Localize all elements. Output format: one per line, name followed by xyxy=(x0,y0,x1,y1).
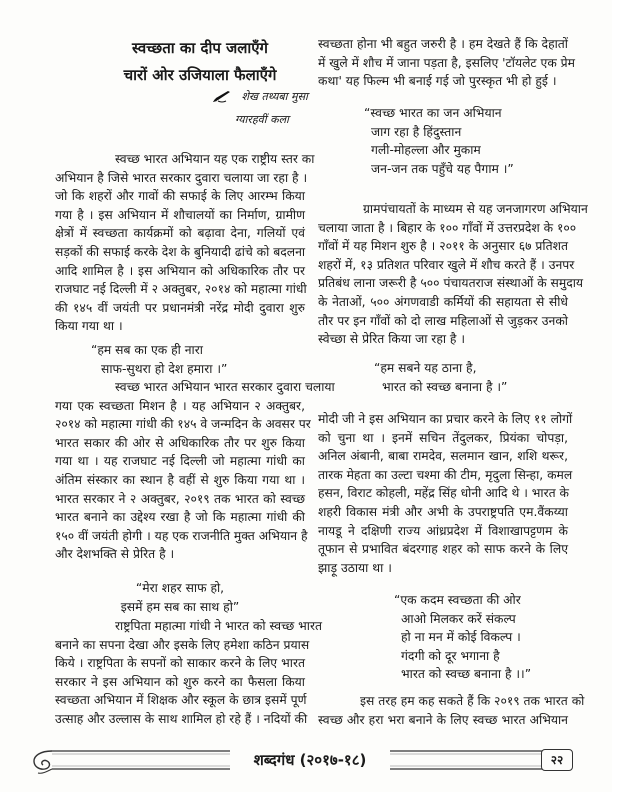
paragraph xyxy=(55,378,335,564)
paragraph-line: भारत सरकार ने २ अक्तुबर, २०१९ तक भारत को स्वच्छ xyxy=(55,491,305,506)
paragraph-line: उत्साह और उल्लास के साथ शामिल हो रहे हैं । नदियों की xyxy=(55,711,308,726)
paragraph-line: मोदी जी ने इस अभियान का प्रचार करने के लिए ११ लोगों xyxy=(318,412,573,426)
paragraph-line: २०१४ को महात्मा गांधी की १४५ वे जन्मदिन के अवसर पर xyxy=(55,417,311,432)
verse xyxy=(318,359,624,396)
paragraph-line: स्वच्छता अभियान में शिक्षक और स्कूल के छात्र इसमें पूर्ण xyxy=(55,693,307,708)
verse xyxy=(318,591,644,684)
verse xyxy=(55,341,341,378)
author-byline xyxy=(212,89,308,107)
author-name: शेख तथ्यबा मुसा xyxy=(241,90,308,103)
paragraph-line: झाड़ू उठाया था । xyxy=(318,560,392,575)
verse-line: आओ मिलकर करें संकल्प xyxy=(401,611,516,626)
magazine-name: शब्दगंध (२०१७-१८) xyxy=(230,749,390,771)
verse-line: भारत को स्वच्छ बनाना है ।।” xyxy=(401,667,532,682)
article-title-line-1: स्वच्छता का दीप जलाएँगे xyxy=(131,39,268,57)
paragraph-line: शहरी विकास मंत्री और अभी के उपराष्ट्रपति एम.वैंकय्या xyxy=(318,504,568,519)
paragraph-line: गया एक स्वच्छता मिशन है । यह अभियान २ अक्तुबर, xyxy=(55,398,305,413)
paragraph-line: इस तरह हम कह सकते हैं कि २०१९ तक भारत को xyxy=(360,694,585,708)
paragraph-line: और देशभक्ति से प्रेरित है । xyxy=(55,547,175,562)
paragraph xyxy=(55,150,315,336)
paragraph xyxy=(55,617,322,729)
paragraph-line: गाँवों में यह मिशन शुरु है । २०११ के अनुसार ६७ प्रतिशत xyxy=(318,239,568,254)
paragraph-line: अभियान है जिसे भारत सरकार दुवारा चलाया जा रहा है । xyxy=(55,170,308,185)
paragraph-line: जो कि शहरों और गावों की सफाई के लिए आरम्भ किया xyxy=(55,189,305,204)
verse-line: गली-मोहल्ला और मुकाम xyxy=(371,143,481,158)
paragraph-line: गया है । इस अभियान में शौचालयों का निर्माण, ग्रामीण xyxy=(55,207,305,222)
paragraph-line: स्वच्छता होना भी बहुत जरुरी है । हम देखते हैं कि देहातों xyxy=(318,37,568,51)
page-number: २२ xyxy=(541,749,573,771)
verse-line: “एक कदम स्वच्छता की ओर xyxy=(394,593,521,607)
paragraph-line: तौर पर इन गाँवों को दो लाख महिलाओं से जुड़कर उनको xyxy=(318,313,568,328)
paragraph-line: अनिल अंबानी, बाबा रामदेव, सलमान खान, शशि थरूर, xyxy=(318,449,568,464)
paragraph-line: गया था । यह राजघाट नई दिल्ली जो महात्मा गांधी का xyxy=(55,454,305,469)
paragraph-line: स्वच्छ भारत अभियान यह एक राष्ट्रीय स्तर का xyxy=(115,152,315,166)
verse xyxy=(318,104,614,178)
paragraph-line: भारत सकार की ओर से अधिकारिक तौर पर शुरु किया xyxy=(55,435,305,450)
verse-line: भारत को स्वच्छ बनाना है ।” xyxy=(382,379,508,394)
paragraph-line: १५० वीं जयंती होगी । यह एक राजनीति मुक्त अभियान है xyxy=(55,528,308,543)
paragraph-line: हसन, विराट कोहली, महेंद्र सिंह धोनी आदि थे । भारत के xyxy=(318,486,569,501)
paragraph-line: आदि शामिल है । इस अभियान को अधिकारिक तौर पर xyxy=(55,263,305,278)
paragraph-line: प्रतिबंध लाना जरूरी है ५०० पंचायतराज संस्थाओं के समुदाय xyxy=(318,276,584,291)
paragraph xyxy=(318,35,576,91)
paragraph-line: स्वच्छ भारत अभियान भारत सरकार दुवारा चलाया xyxy=(115,380,335,394)
verse-line: गंदगी को दूर भगाना है xyxy=(401,648,500,663)
paragraph-line: किये । राष्ट्रपिता के सपनों को साकार करने के लिए भारत xyxy=(55,656,305,671)
paragraph-line: भारत बनाने का उद्देश्य रखा है जो कि महात्मा गांधी की xyxy=(55,510,305,525)
paragraph-line: राजघाट नई दिल्ली में २ अक्तुबर, २०१४ को महात्मा गांधी xyxy=(55,282,307,297)
paragraph-line: में खुले में शौच में जाना पड़ता है, इसलिए 'टॉयलेट एक प्रेम xyxy=(318,55,576,70)
paragraph-line: बनाने का सपना देखा और इसके लिए हमेशा कठिन प्रयास xyxy=(55,637,310,652)
verse-line: साफ-सुथरा हो देश हमारा ।” xyxy=(101,361,228,376)
paragraph-line: के नेताओं, ५०० अंगणवाडी कर्मियों की सहायता से सीधे xyxy=(318,294,568,309)
verse-line: “हम सब का एक ही नारा xyxy=(91,343,203,357)
paragraph-line: सरकार ने इस अभियान को शुरु करने का फैसला किया xyxy=(55,674,305,689)
paragraph-line: को चुना था । इनमें सचिन तेंदुलकर, प्रियंका चोपड़ा, xyxy=(318,430,568,445)
verse-line: इसमें हम सब का साथ हो” xyxy=(120,599,240,614)
verse-line: “हम सबने यह ठाना है, xyxy=(374,361,477,375)
verse-line: “मेरा शहर साफ हो, xyxy=(135,581,225,595)
paragraph-line: स्वच्छ और हरा भरा बनाने के लिए स्वच्छ भारत अभियान xyxy=(318,712,568,727)
verse-line: जन-जन तक पहुँचे यह पैगाम ।” xyxy=(371,161,514,176)
paragraph xyxy=(318,692,585,729)
paragraph-line: सड़कों की सफाई करके देश के बुनियादी ढांचे को बदलना xyxy=(55,244,306,259)
paragraph-line: तूफान से प्रभावित बंदरगाह शहर को साफ करने के लिए xyxy=(318,542,568,557)
paragraph-line: नायडू ने दक्षिणी राज्य आंध्रप्रदेश में विशाखापट्टणम के xyxy=(318,523,568,538)
paragraph-line: कथा' यह फिल्म भी बनाई गई जो पुरस्कृत भी हो हुई । xyxy=(318,74,557,89)
author-class: ग्यारहवीं कला xyxy=(235,113,289,126)
paragraph-line: क्षेत्रों में स्वच्छता कार्यक्रमों को बढ़ावा देना, गलियों एवं xyxy=(55,226,305,241)
paragraph-line: चलाया जाता है । बिहार के १०० गाँवों में उत्तरप्रदेश के १०० xyxy=(318,220,577,235)
paragraph-line: अंतिम संस्कार का स्थान है वहीं से शुरु किया गया था । xyxy=(55,472,305,487)
article-title-line-2: चारों ओर उजियाला फैलाएँगे xyxy=(123,66,277,84)
paragraph-line: राष्ट्रपिता महात्मा गांधी ने भारत को स्वच्छ भारत xyxy=(115,619,322,633)
verse-line: हो ना मन में कोई विकल्प । xyxy=(401,630,521,645)
paragraph-line: स्वेच्छा से प्रेरित किया जा रहा है । xyxy=(318,332,466,347)
paragraph xyxy=(318,410,573,577)
verse xyxy=(55,579,305,616)
paragraph-line: तारक मेहता का उल्टा चश्मा की टीम, मृदुला सिन्हा, कमल xyxy=(318,467,573,482)
paragraph-line: शहरों में, १३ प्रतिशत परिवार खुले में शौच करते हैं । उनपर xyxy=(318,257,575,272)
pen-icon xyxy=(212,90,232,104)
verse-line: जाग रहा है हिंदुस्तान xyxy=(371,124,462,139)
paragraph xyxy=(318,200,588,349)
verse-line: “स्वच्छ भारत का जन अभियान xyxy=(364,106,502,120)
paragraph-line: किया गया था । xyxy=(55,319,123,334)
paragraph-line: ग्रामपंचायतों के माध्यम से यह जनजागरण अभियान xyxy=(363,202,588,216)
paragraph-line: की १४५ वीं जयंती पर प्रधानमंत्री नरेंद्र मोदी दुवारा शुरु xyxy=(55,300,305,315)
